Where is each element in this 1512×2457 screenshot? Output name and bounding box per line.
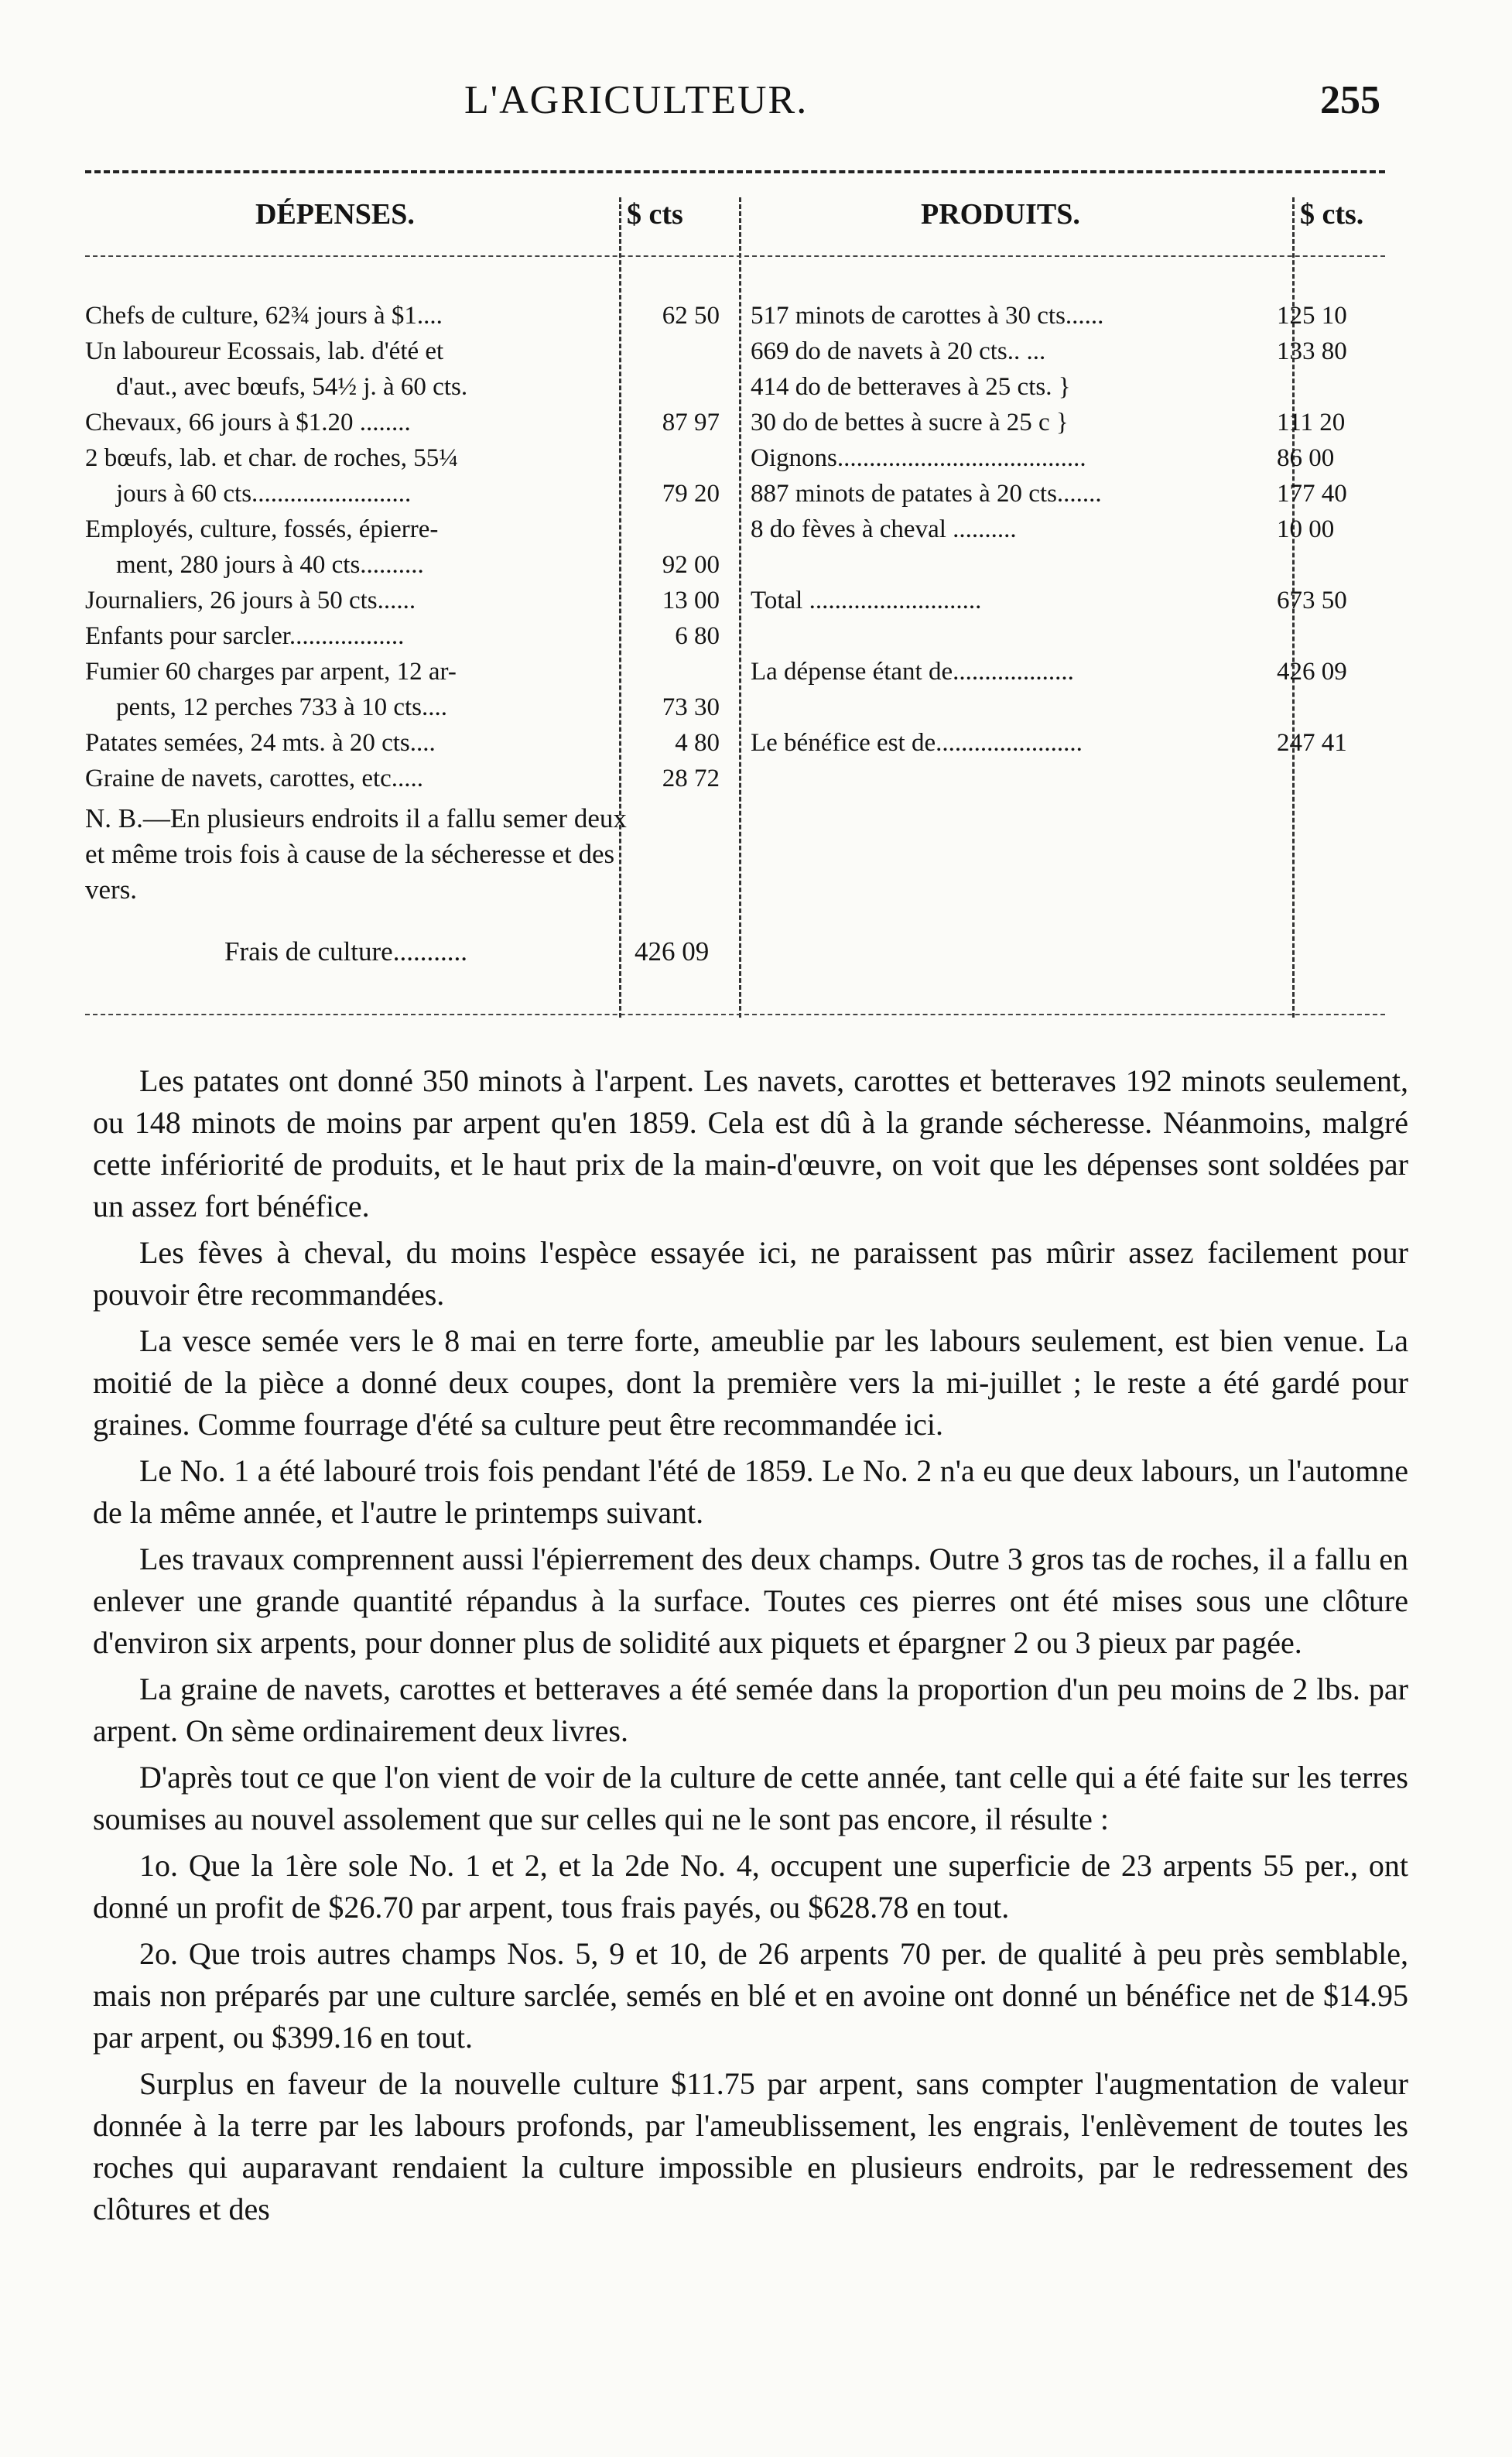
produit-label: Le bénéfice est de....................... (751, 729, 1083, 757)
depense-label: Patates semées, 24 mts. à 20 cts.... (85, 729, 436, 757)
body-text (93, 1060, 1408, 2235)
depense-label: Fumier 60 charges par arpent, 12 ar- (85, 658, 457, 686)
top-rule (85, 170, 1385, 173)
produit-label: 30 do de bettes à sucre à 25 c } (751, 409, 1069, 436)
bottom-rule (85, 1014, 1385, 1015)
depense-label: Journaliers, 26 jours à 50 cts...... (85, 587, 416, 614)
produit-row (751, 369, 1385, 405)
produit-amount: 111 20 (1277, 409, 1346, 436)
depense-amount: 6 80 (675, 622, 720, 650)
depense-row (85, 369, 720, 405)
produit-amount: 125 10 (1277, 302, 1347, 330)
paragraph: 2o. Que trois autres champs Nos. 5, 9 et 10, de 26 arpents 70 per. de qualité à peu près semblable, mais non préparés par une culture sarclée, semés en blé et en avoine ont donné un bénéfice net de $14.95 par arpent, ou $399.16 en tout. (93, 1936, 1408, 2055)
depense-label: Chevaux, 66 jours à $1.20 ........ (85, 409, 411, 436)
depense-row (85, 298, 720, 334)
depense-row (85, 547, 720, 583)
produits-unit-header: $ cts. (1300, 198, 1364, 231)
produit-row (751, 512, 1385, 547)
depense-amount: 87 97 (662, 409, 720, 436)
depense-label: Chefs de culture, 62¾ jours à $1.... (85, 302, 443, 330)
depense-row (85, 334, 720, 369)
produit-amount: 10 00 (1277, 515, 1335, 543)
ledger-note: N. B.—En plusieurs endroits il a fallu semer deux et même trois fois à cause de la sécheresse et des vers. (85, 803, 627, 905)
produit-label: La dépense étant de................... (751, 658, 1074, 686)
paragraph: Les fèves à cheval, du moins l'espèce essayée ici, ne paraissent pas mûrir assez facilement pour pouvoir être recommandées. (93, 1235, 1408, 1312)
depense-row (85, 583, 720, 618)
produit-label: 8 do fèves à cheval .......... (751, 515, 1017, 543)
produit-label: Oignons....................................... (751, 444, 1086, 472)
depense-row (85, 725, 720, 761)
depense-label: ment, 280 jours à 40 cts.......... (116, 551, 424, 579)
column-divider (739, 197, 741, 1018)
produit-row (751, 690, 1385, 725)
depense-label: Employés, culture, fossés, épierre- (85, 515, 439, 543)
depense-label: Graine de navets, carottes, etc..... (85, 765, 424, 792)
paragraph: Surplus en faveur de la nouvelle culture $11.75 par arpent, sans compter l'augmentation de valeur donnée à la terre par les labours profonds, par l'ameublissement, les engrais, l'enlèvement de toutes les roches qui auparavant rendaient la culture impossible en plusieurs endroits, par le redressement des clôtures et des (93, 2066, 1408, 2226)
produit-label: 669 do de navets à 20 cts.. ... (751, 337, 1046, 365)
produit-amount: 247 41 (1277, 729, 1347, 757)
page-header (0, 77, 1512, 139)
paragraph: La vesce semée vers le 8 mai en terre forte, ameublie par les labours seulement, est bien venue. La moitié de la pièce a donné deux coupes, dont la première vers la mi-juillet ; le reste a été gardé pour graines. Comme fourrage d'été sa culture peut être recommandée ici. (93, 1323, 1408, 1442)
produit-amount: 133 80 (1277, 337, 1347, 365)
depense-row (85, 476, 720, 512)
produits-header: PRODUITS. (921, 198, 1080, 231)
produit-row (751, 476, 1385, 512)
produit-amount: 177 40 (1277, 480, 1347, 508)
depense-amount: 13 00 (662, 587, 720, 614)
produit-amount: 673 50 (1277, 587, 1347, 614)
frais-label: Frais de culture........... (224, 936, 467, 967)
paragraph: D'après tout ce que l'on vient de voir de la culture de cette année, tant celle qui a été faite sur les terres soumises au nouvel assolement que sur celles qui ne le sont pas encore, il résulte : (93, 1760, 1408, 1836)
ledger-table (85, 182, 1385, 1018)
produit-row (751, 725, 1385, 761)
frais-amount: 426 09 (635, 936, 710, 967)
produit-label: 517 minots de carottes à 30 cts...... (751, 302, 1104, 330)
depense-row (85, 690, 720, 725)
produit-row (751, 618, 1385, 654)
produit-row (751, 440, 1385, 476)
produits-rows (751, 298, 1385, 761)
produit-row (751, 334, 1385, 369)
depense-label: jours à 60 cts......................... (116, 480, 412, 508)
produit-row (751, 654, 1385, 690)
produit-label: 414 do de betteraves à 25 cts. } (751, 373, 1071, 401)
depense-label: Un laboureur Ecossais, lab. d'été et (85, 337, 444, 365)
depense-label: pents, 12 perches 733 à 10 cts.... (116, 693, 447, 721)
depenses-header: DÉPENSES. (255, 198, 415, 231)
depense-amount: 92 00 (662, 551, 720, 579)
header-rule (85, 255, 1385, 257)
depense-row (85, 618, 720, 654)
depense-label: d'aut., avec bœufs, 54½ j. à 60 cts. (116, 373, 468, 401)
depense-row (85, 512, 720, 547)
depenses-rows (85, 298, 720, 796)
running-title: L'AGRICULTEUR. (464, 78, 809, 122)
depense-amount: 73 30 (662, 693, 720, 721)
depense-row (85, 405, 720, 440)
depense-row (85, 654, 720, 690)
page-number: 255 (1320, 78, 1380, 122)
depense-amount: 4 80 (675, 729, 720, 757)
paragraph: 1o. Que la 1ère sole No. 1 et 2, et la 2de No. 4, occupent une superficie de 23 arpents 55 per., ont donné un profit de $26.70 par arpent, tous frais payés, ou $628.78 en tout. (93, 1848, 1408, 1925)
produit-amount: 86 00 (1277, 444, 1335, 472)
depense-label: 2 bœufs, lab. et char. de roches, 55¼ (85, 444, 459, 472)
produit-label: Total ........................... (751, 587, 982, 614)
produit-row (751, 405, 1385, 440)
depenses-unit-header: $ cts (627, 198, 683, 231)
depense-row (85, 440, 720, 476)
depense-amount: 79 20 (662, 480, 720, 508)
depense-amount: 28 72 (662, 765, 720, 792)
paragraph: Les travaux comprennent aussi l'épierrement des deux champs. Outre 3 gros tas de roches, il a fallu en enlever une grande quantité répandus à la surface. Toutes ces pierres ont été mises sous une clôture d'environ six arpents, pour donner plus de solidité aux piquets et épargner 2 ou 3 pieux par pagée. (93, 1542, 1408, 1660)
produit-label: 887 minots de patates à 20 cts....... (751, 480, 1102, 508)
depense-amount: 62 50 (662, 302, 720, 330)
produit-row (751, 583, 1385, 618)
depense-label: Enfants pour sarcler.................. (85, 622, 405, 650)
paragraph: Les patates ont donné 350 minots à l'arpent. Les navets, carottes et betteraves 192 minots seulement, ou 148 minots de moins par arpent qu'en 1859. Cela est dû à la grande sécheresse. Néanmoins, malgré cette infériorité de produits, et le haut prix de la main-d'œuvre, on voit que les dépenses sont soldées par un assez fort bénéfice. (93, 1063, 1408, 1223)
produit-row (751, 547, 1385, 583)
paragraph: Le No. 1 a été labouré trois fois pendant l'été de 1859. Le No. 2 n'a eu que deux labours, un l'automne de la même année, et l'autre le printemps suivant. (93, 1453, 1408, 1530)
depense-row (85, 761, 720, 796)
paragraph: La graine de navets, carottes et betteraves a été semée dans la proportion d'un peu moins de 2 lbs. par arpent. On sème ordinairement deux livres. (93, 1672, 1408, 1748)
produit-amount: 426 09 (1277, 658, 1347, 686)
produit-row (751, 298, 1385, 334)
